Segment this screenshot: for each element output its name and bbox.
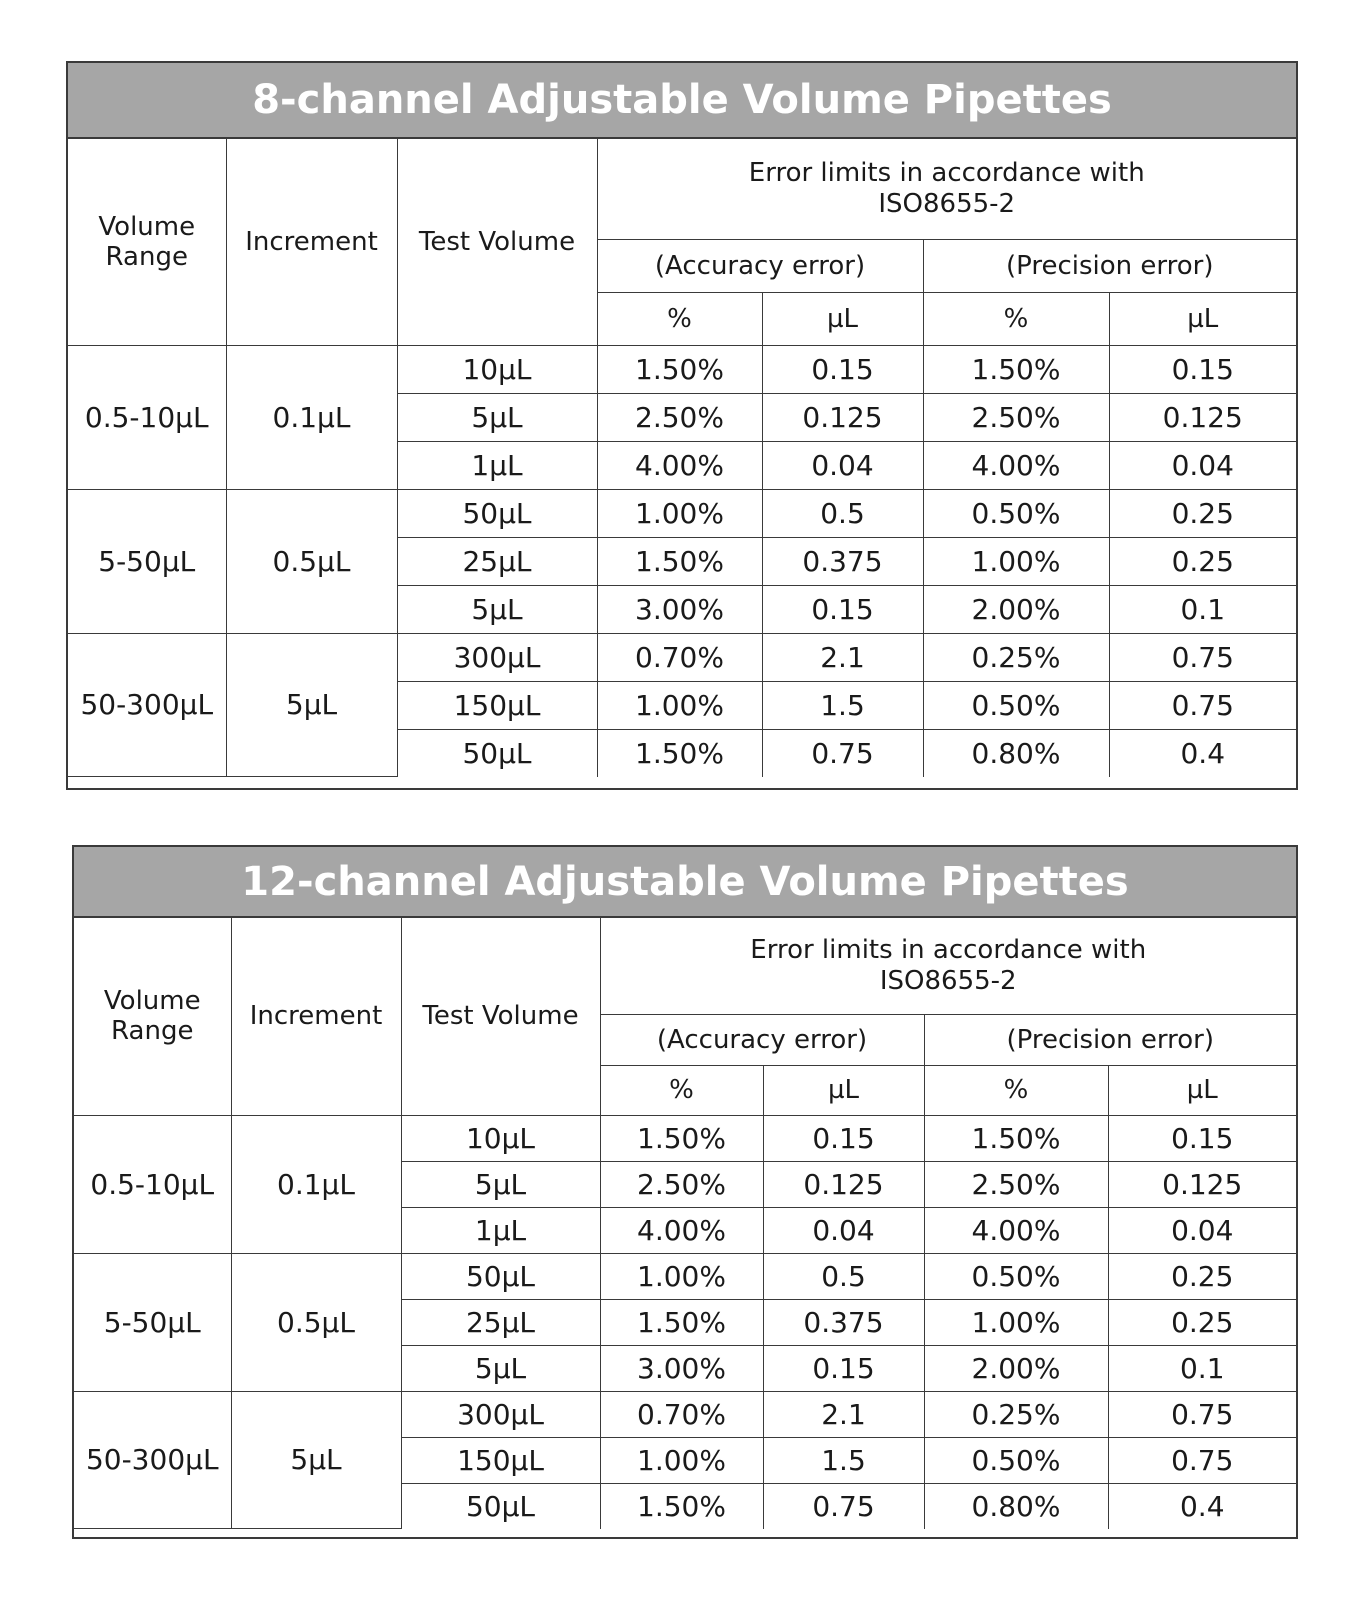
- precision-ul-cell: 0.1: [1108, 1345, 1296, 1391]
- accuracy-ul-cell: 0.15: [763, 1345, 924, 1391]
- precision-ul-cell: 0.15: [1109, 345, 1296, 393]
- header-accuracy-percent: %: [597, 292, 762, 345]
- test-volume-cell: 10µL: [401, 1115, 600, 1161]
- table-title: 12-channel Adjustable Volume Pipettes: [74, 847, 1296, 918]
- precision-percent-cell: 4.00%: [924, 1207, 1108, 1253]
- accuracy-percent-cell: 1.00%: [597, 681, 762, 729]
- accuracy-ul-cell: 0.15: [762, 585, 923, 633]
- accuracy-percent-cell: 1.50%: [600, 1299, 763, 1345]
- spec-table: [74, 918, 1296, 1529]
- precision-percent-cell: 0.50%: [924, 1253, 1108, 1299]
- accuracy-ul-cell: 0.04: [763, 1207, 924, 1253]
- volume-range-cell: 5-50µL: [68, 489, 226, 633]
- accuracy-ul-cell: 0.125: [763, 1161, 924, 1207]
- header-test-volume: Test Volume: [401, 918, 600, 1115]
- test-volume-cell: 10µL: [397, 345, 597, 393]
- precision-percent-cell: 0.25%: [923, 633, 1109, 681]
- header-volume-range: Volume Range: [68, 139, 226, 345]
- header-precision-error: (Precision error): [924, 1014, 1296, 1065]
- accuracy-percent-cell: 3.00%: [600, 1345, 763, 1391]
- accuracy-ul-cell: 0.5: [762, 489, 923, 537]
- accuracy-ul-cell: 0.375: [762, 537, 923, 585]
- accuracy-ul-cell: 1.5: [763, 1437, 924, 1483]
- header-precision-percent: %: [923, 292, 1109, 345]
- precision-percent-cell: 1.50%: [923, 345, 1109, 393]
- test-volume-cell: 50µL: [397, 489, 597, 537]
- accuracy-percent-cell: 0.70%: [597, 633, 762, 681]
- test-volume-cell: 1µL: [397, 441, 597, 489]
- increment-cell: 0.5µL: [226, 489, 397, 633]
- table-body: [74, 1115, 1296, 1529]
- volume-range-cell: 50-300µL: [74, 1391, 231, 1529]
- precision-percent-cell: 2.00%: [923, 585, 1109, 633]
- error-limits-line1: Error limits in accordance with: [750, 934, 1147, 965]
- error-limits-line2: ISO8655-2: [878, 188, 1016, 219]
- test-volume-cell: 50µL: [401, 1483, 600, 1529]
- accuracy-ul-cell: 0.15: [762, 345, 923, 393]
- header-error-limits: [597, 139, 1296, 239]
- accuracy-percent-cell: 4.00%: [597, 441, 762, 489]
- accuracy-ul-cell: 2.1: [762, 633, 923, 681]
- precision-ul-cell: 0.75: [1109, 633, 1296, 681]
- increment-cell: 0.1µL: [231, 1115, 401, 1253]
- precision-percent-cell: 0.50%: [924, 1437, 1108, 1483]
- header-precision-ul: µL: [1109, 292, 1296, 345]
- header-accuracy-ul: µL: [762, 292, 923, 345]
- test-volume-cell: 50µL: [397, 729, 597, 777]
- volume-range-cell: 0.5-10µL: [74, 1115, 231, 1253]
- accuracy-ul-cell: 0.125: [762, 393, 923, 441]
- increment-cell: 5µL: [231, 1391, 401, 1529]
- table-row: [68, 633, 1296, 681]
- test-volume-cell: 5µL: [401, 1161, 600, 1207]
- precision-percent-cell: 1.50%: [924, 1115, 1108, 1161]
- test-volume-cell: 150µL: [401, 1437, 600, 1483]
- header-accuracy-percent: %: [600, 1065, 763, 1115]
- accuracy-percent-cell: 1.50%: [600, 1115, 763, 1161]
- volume-range-cell: 50-300µL: [68, 633, 226, 777]
- test-volume-cell: 25µL: [397, 537, 597, 585]
- precision-percent-cell: 2.50%: [923, 393, 1109, 441]
- test-volume-cell: 5µL: [397, 393, 597, 441]
- table-row: [68, 345, 1296, 393]
- header-accuracy-error: (Accuracy error): [597, 239, 923, 292]
- accuracy-percent-cell: 1.50%: [597, 729, 762, 777]
- accuracy-ul-cell: 0.75: [762, 729, 923, 777]
- error-limits-line2: ISO8655-2: [879, 965, 1017, 996]
- precision-ul-cell: 0.75: [1108, 1437, 1296, 1483]
- precision-ul-cell: 0.25: [1108, 1253, 1296, 1299]
- volume-range-cell: 5-50µL: [74, 1253, 231, 1391]
- header-accuracy-ul: µL: [763, 1065, 924, 1115]
- precision-ul-cell: 0.25: [1108, 1299, 1296, 1345]
- spec-table: [68, 139, 1296, 777]
- accuracy-ul-cell: 0.5: [763, 1253, 924, 1299]
- accuracy-percent-cell: 1.00%: [600, 1253, 763, 1299]
- accuracy-percent-cell: 0.70%: [600, 1391, 763, 1437]
- test-volume-cell: 300µL: [397, 633, 597, 681]
- table-row: [74, 1115, 1296, 1161]
- precision-percent-cell: 0.50%: [923, 489, 1109, 537]
- precision-percent-cell: 0.80%: [924, 1483, 1108, 1529]
- test-volume-cell: 25µL: [401, 1299, 600, 1345]
- accuracy-percent-cell: 1.00%: [600, 1437, 763, 1483]
- precision-percent-cell: 2.50%: [924, 1161, 1108, 1207]
- precision-percent-cell: 0.25%: [924, 1391, 1108, 1437]
- spec-table-12-channel: [72, 845, 1298, 1539]
- header-test-volume: Test Volume: [397, 139, 597, 345]
- volume-range-cell: 0.5-10µL: [68, 345, 226, 489]
- accuracy-percent-cell: 3.00%: [597, 585, 762, 633]
- precision-ul-cell: 0.4: [1109, 729, 1296, 777]
- increment-cell: 5µL: [226, 633, 397, 777]
- precision-ul-cell: 0.25: [1109, 489, 1296, 537]
- header-error-limits: [600, 918, 1296, 1014]
- header-precision-error: (Precision error): [923, 239, 1296, 292]
- precision-ul-cell: 0.04: [1108, 1207, 1296, 1253]
- error-limits-line1: Error limits in accordance with: [748, 157, 1145, 188]
- precision-ul-cell: 0.15: [1108, 1115, 1296, 1161]
- test-volume-cell: 150µL: [397, 681, 597, 729]
- header-increment: Increment: [231, 918, 401, 1115]
- accuracy-percent-cell: 1.50%: [597, 537, 762, 585]
- precision-ul-cell: 0.75: [1108, 1391, 1296, 1437]
- accuracy-percent-cell: 2.50%: [597, 393, 762, 441]
- table-title: 8-channel Adjustable Volume Pipettes: [68, 63, 1296, 139]
- accuracy-ul-cell: 1.5: [762, 681, 923, 729]
- precision-ul-cell: 0.1: [1109, 585, 1296, 633]
- precision-ul-cell: 0.04: [1109, 441, 1296, 489]
- table-row: [74, 1391, 1296, 1437]
- increment-cell: 0.5µL: [231, 1253, 401, 1391]
- header-accuracy-error: (Accuracy error): [600, 1014, 924, 1065]
- spec-table-8-channel: [66, 61, 1298, 790]
- table-row: [68, 489, 1296, 537]
- accuracy-percent-cell: 4.00%: [600, 1207, 763, 1253]
- precision-percent-cell: 0.50%: [923, 681, 1109, 729]
- header-precision-ul: µL: [1108, 1065, 1296, 1115]
- precision-ul-cell: 0.75: [1109, 681, 1296, 729]
- accuracy-percent-cell: 1.50%: [600, 1483, 763, 1529]
- table-body: [68, 345, 1296, 777]
- precision-ul-cell: 0.125: [1109, 393, 1296, 441]
- accuracy-ul-cell: 0.15: [763, 1115, 924, 1161]
- table-row: [74, 1253, 1296, 1299]
- header-increment: Increment: [226, 139, 397, 345]
- precision-ul-cell: 0.4: [1108, 1483, 1296, 1529]
- accuracy-percent-cell: 2.50%: [600, 1161, 763, 1207]
- precision-percent-cell: 2.00%: [924, 1345, 1108, 1391]
- test-volume-cell: 1µL: [401, 1207, 600, 1253]
- accuracy-percent-cell: 1.00%: [597, 489, 762, 537]
- precision-percent-cell: 1.00%: [923, 537, 1109, 585]
- test-volume-cell: 300µL: [401, 1391, 600, 1437]
- accuracy-ul-cell: 0.375: [763, 1299, 924, 1345]
- header-precision-percent: %: [924, 1065, 1108, 1115]
- increment-cell: 0.1µL: [226, 345, 397, 489]
- accuracy-percent-cell: 1.50%: [597, 345, 762, 393]
- accuracy-ul-cell: 2.1: [763, 1391, 924, 1437]
- accuracy-ul-cell: 0.75: [763, 1483, 924, 1529]
- test-volume-cell: 5µL: [401, 1345, 600, 1391]
- precision-percent-cell: 1.00%: [924, 1299, 1108, 1345]
- precision-ul-cell: 0.25: [1109, 537, 1296, 585]
- header-volume-range: Volume Range: [74, 918, 231, 1115]
- test-volume-cell: 50µL: [401, 1253, 600, 1299]
- test-volume-cell: 5µL: [397, 585, 597, 633]
- precision-ul-cell: 0.125: [1108, 1161, 1296, 1207]
- accuracy-ul-cell: 0.04: [762, 441, 923, 489]
- precision-percent-cell: 0.80%: [923, 729, 1109, 777]
- precision-percent-cell: 4.00%: [923, 441, 1109, 489]
